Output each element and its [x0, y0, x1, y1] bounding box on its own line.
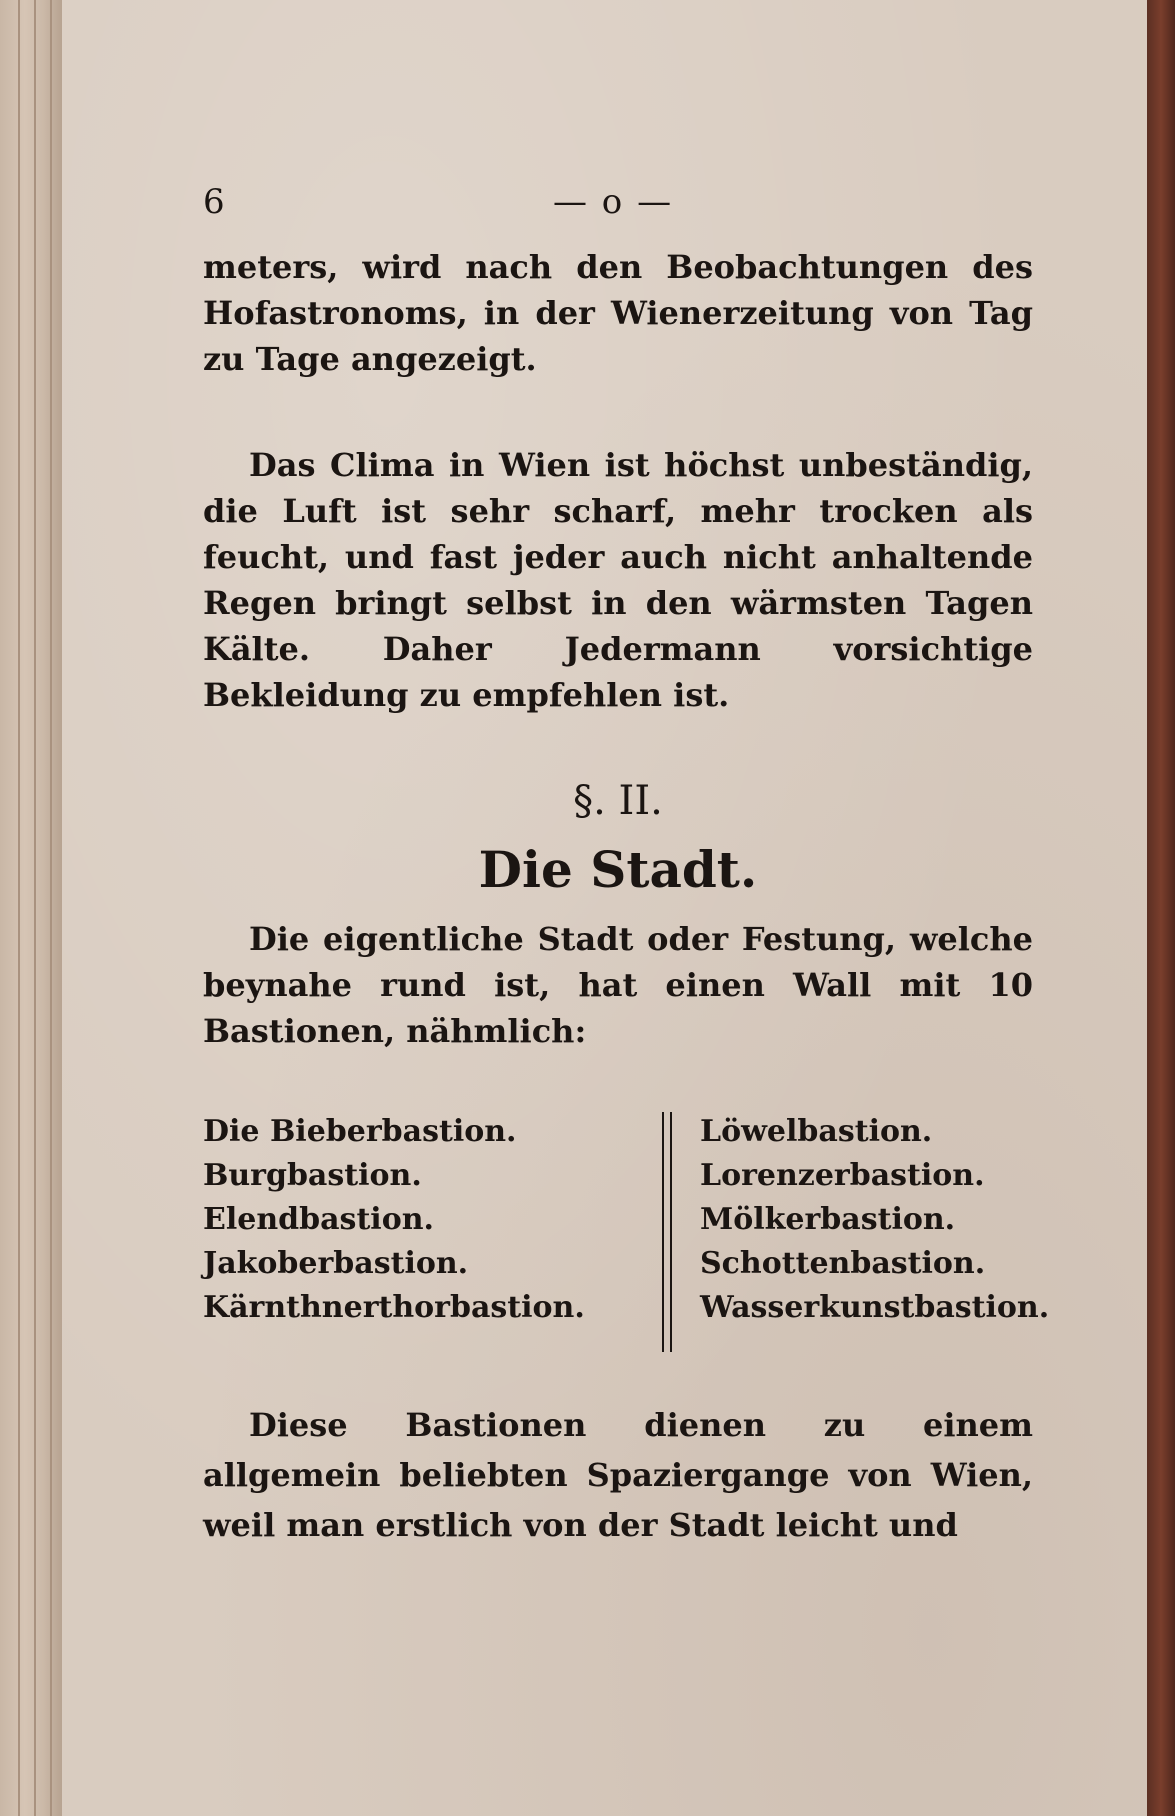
column-divider: [670, 1112, 672, 1352]
list-item: Die Bieberbastion.: [203, 1114, 517, 1149]
section-title: Die Stadt.: [478, 840, 758, 899]
list-item: Lorenzerbastion.: [700, 1158, 985, 1193]
list-item: Löwelbastion.: [700, 1114, 933, 1149]
paragraph-climate: Das Clima in Wien ist höchst unbeständig, die Luft ist sehr scharf, mehr trocken als feucht, und fast jeder auch nicht anhaltende Regen bringt selbst in den wärmsten Tagen Kälte. Daher Jedermann vorsichtige Bekleidung zu empfehlen ist.: [203, 446, 1033, 714]
header-ornament: — o —: [553, 182, 674, 222]
list-item: Schottenbastion.: [700, 1246, 986, 1281]
bastion-list-left: [203, 1110, 633, 1330]
paragraph-city-intro: Die eigentliche Stadt oder Festung, welche beynahe rund ist, hat einen Wall mit 10 Bastionen, nähmlich:: [203, 920, 1033, 1050]
list-item: Jakoberbastion.: [203, 1246, 469, 1281]
page-edge-line: [34, 0, 36, 1816]
running-header: [203, 182, 1033, 222]
book-cover-edge: [1147, 0, 1175, 1816]
list-item: Mölkerbastion.: [700, 1202, 956, 1237]
book-page-edges: [0, 0, 62, 1816]
list-item: Kärnthnerthorbastion.: [203, 1290, 585, 1325]
list-item: Elendbastion.: [203, 1202, 434, 1237]
column-divider: [662, 1112, 664, 1352]
paragraph-continuation: meters, wird nach den Beobachtungen des Hofastronoms, in der Wienerzeitung von Tag zu Tage angezeigt.: [203, 248, 1033, 378]
list-item: Burgbastion.: [203, 1158, 422, 1193]
bastion-list-right: [700, 1110, 1050, 1330]
list-item: Wasserkunstbastion.: [700, 1290, 1050, 1325]
paragraph-bastions-walk: Diese Bastionen dienen zu einem allgemein beliebten Spaziergange von Wien, weil man erstlich von der Stadt leicht und: [203, 1406, 1033, 1544]
page-edge-line: [50, 0, 52, 1816]
page-number: 6: [203, 182, 225, 222]
section-number: §. II.: [573, 778, 663, 824]
page-edge-line: [18, 0, 20, 1816]
